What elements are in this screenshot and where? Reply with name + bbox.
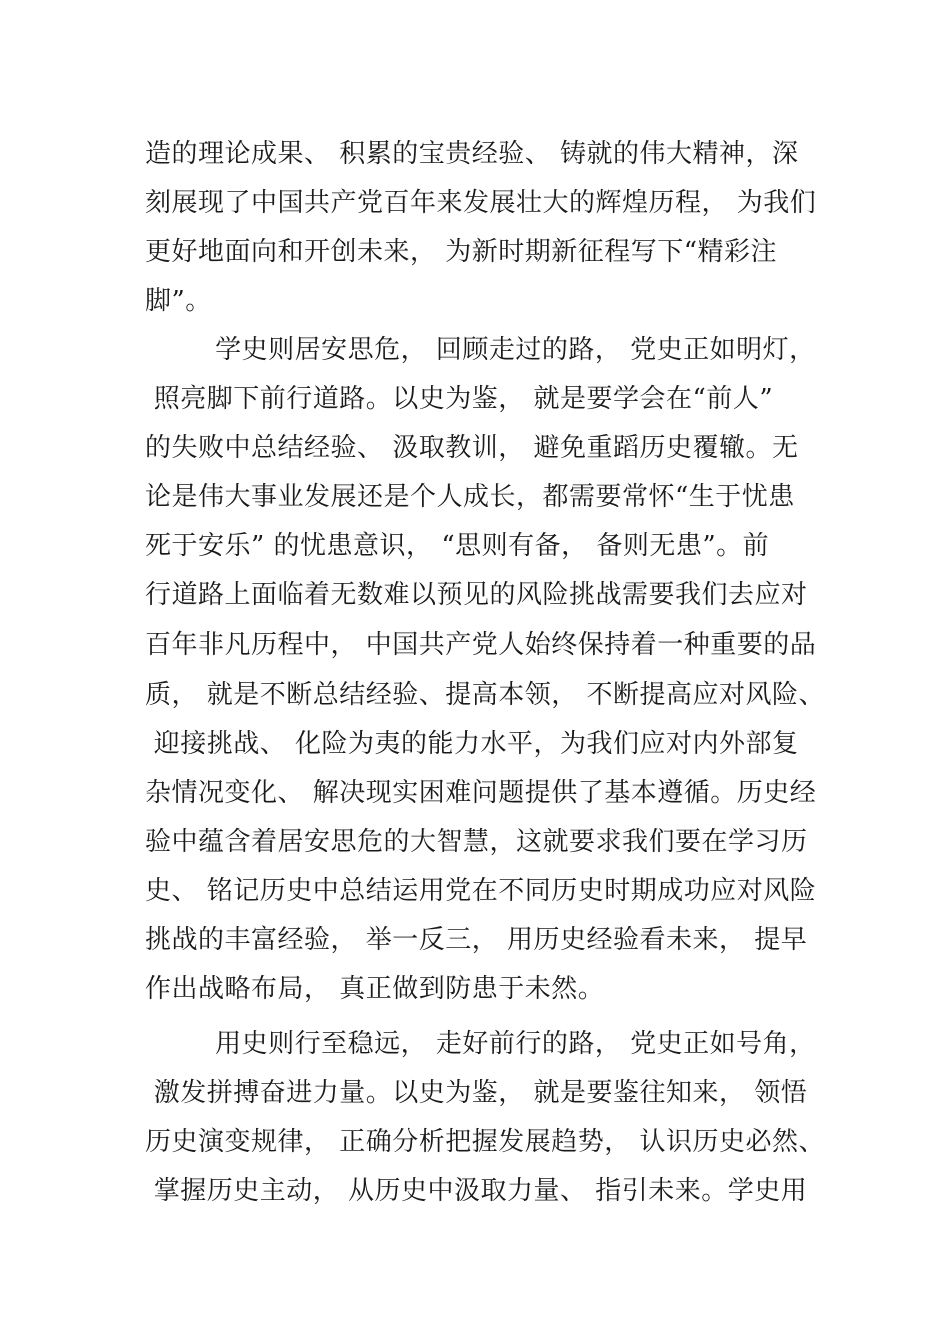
text-line: 百年非凡历程中， 中国共产党人始终保持着一种重要的品 <box>145 630 817 660</box>
text-line: 作出战略布局， 真正做到防患于未然。 <box>145 974 605 1004</box>
text-line: 杂情况变化、 解决现实困难问题提供了基本遵循。历史经 <box>145 778 817 808</box>
text-line: 行道路上面临着无数难以预见的风险挑战需要我们去应对 <box>145 580 808 610</box>
text-line: 史、 铭记历史中总结运用党在不同历史时期成功应对风险 <box>145 876 817 906</box>
text-line: 刻展现了中国共产党百年来发展壮大的辉煌历程， 为我们 <box>145 188 817 218</box>
text-line: 验中蕴含着居安思危的大智慧，这就要求我们要在学习历 <box>145 827 808 857</box>
text-line: 造的理论成果、 积累的宝贵经验、 铸就的伟大精神，深 <box>145 139 799 169</box>
text-line: 质， 就是不断总结经验、提高本领， 不断提高应对风险、 <box>145 680 826 710</box>
text-line: 论是伟大事业发展还是个人成长，都需要常怀“生于忧患 <box>145 482 795 512</box>
text-line: 挑战的丰富经验， 举一反三， 用历史经验看未来， 提早 <box>145 925 808 955</box>
text-line: 更好地面向和开创未来， 为新时期新征程写下“精彩注 <box>145 237 778 267</box>
text-line: 的失败中总结经验、 汲取教训， 避免重蹈历史覆辙。无 <box>145 433 799 463</box>
text-line: 掌握历史主动， 从历史中汲取力量、 指引未来。学史用 <box>145 1176 808 1206</box>
text-line: 用史则行至稳远， 走好前行的路， 党史正如号角， <box>145 1029 816 1059</box>
text-line: 迎接挑战、 化险为夷的能力水平，为我们应对内外部复 <box>145 729 799 759</box>
text-line: 死于安乐” 的忧患意识， “思则有备， 备则无患”。前 <box>145 531 770 561</box>
text-line: 学史则居安思危， 回顾走过的路， 党史正如明灯， <box>145 335 816 365</box>
text-line: 照亮脚下前行道路。以史为鉴， 就是要学会在“前人” <box>145 384 774 414</box>
text-line: 历史演变规律， 正确分析把握发展趋势， 认识历史必然、 <box>145 1127 826 1157</box>
text-line: 脚”。 <box>145 286 212 316</box>
text-line: 激发拼搏奋进力量。以史为鉴， 就是要鉴往知来， 领悟 <box>145 1078 808 1108</box>
